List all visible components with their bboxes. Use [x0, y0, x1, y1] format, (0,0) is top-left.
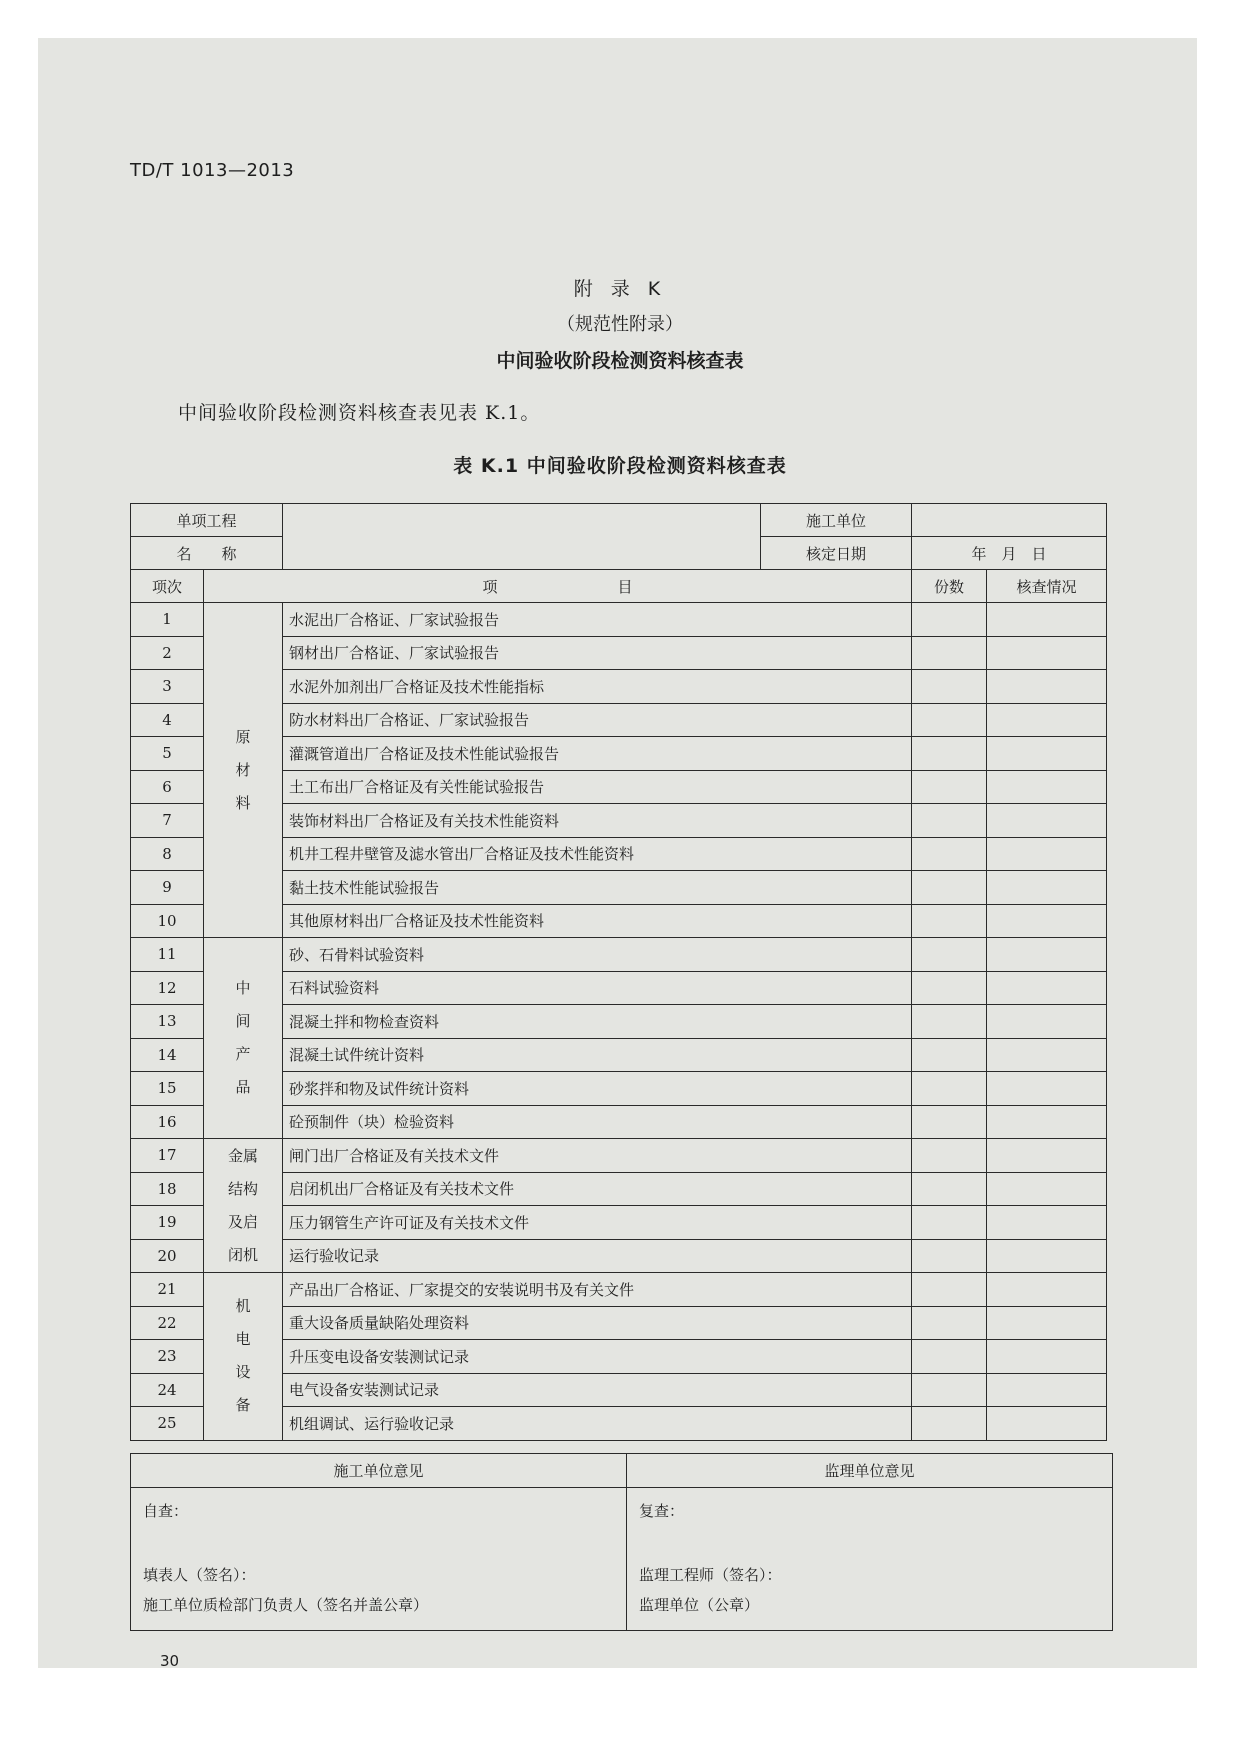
row-number: 18 [131, 1172, 204, 1206]
standard-code: TD/T 1013—2013 [130, 160, 295, 181]
inspection-table [130, 503, 1107, 1441]
project-name-label: 单项工程 [131, 504, 283, 537]
check-status-cell[interactable] [987, 1340, 1107, 1374]
category-label-text: 备 [235, 1396, 251, 1415]
category-label-text: 间 [235, 1012, 251, 1030]
appendix-title: 附 录 K [573, 278, 667, 300]
check-status-cell[interactable] [987, 1407, 1107, 1441]
form-filler-label: 填表人（签名）： [143, 1566, 256, 1584]
table-row [131, 1139, 1107, 1173]
copies-cell[interactable] [912, 1105, 987, 1139]
item-description: 防水材料出厂合格证、厂家试验报告 [283, 703, 912, 737]
row-number: 5 [131, 737, 204, 771]
copies-cell[interactable] [912, 1407, 987, 1441]
row-number: 14 [131, 1038, 204, 1072]
item-description: 土工布出厂合格证及有关性能试验报告 [283, 770, 912, 804]
item-description: 砂浆拌和物及试件统计资料 [283, 1072, 912, 1106]
row-number: 1 [131, 603, 204, 637]
item-description: 产品出厂合格证、厂家提交的安装说明书及有关文件 [283, 1273, 912, 1307]
appendix-name: 中间验收阶段检测资料核查表 [496, 350, 744, 372]
category-label-text: 原 [235, 727, 251, 746]
item-description: 砂、石骨料试验资料 [283, 938, 912, 972]
item-description: 闸门出厂合格证及有关技术文件 [283, 1139, 912, 1173]
supervisor-engineer-label: 监理工程师（签名）： [639, 1566, 782, 1584]
category-label [204, 1139, 283, 1273]
col-item-header: 项 目 [204, 570, 912, 603]
check-status-cell[interactable] [987, 1172, 1107, 1206]
copies-cell[interactable] [912, 737, 987, 771]
row-number: 25 [131, 1407, 204, 1441]
item-description: 钢材出厂合格证、厂家试验报告 [283, 636, 912, 670]
item-description: 装饰材料出厂合格证及有关技术性能资料 [283, 804, 912, 838]
row-number: 12 [131, 971, 204, 1005]
item-description: 混凝土拌和物检查资料 [283, 1005, 912, 1039]
row-number: 3 [131, 670, 204, 704]
copies-cell[interactable] [912, 871, 987, 905]
item-description: 电气设备安装测试记录 [283, 1373, 912, 1407]
item-description: 黏土技术性能试验报告 [283, 871, 912, 905]
row-number: 6 [131, 770, 204, 804]
item-description: 机组调试、运行验收记录 [283, 1407, 912, 1441]
check-status-cell[interactable] [987, 1373, 1107, 1407]
contractor-opinion-box[interactable] [131, 1488, 627, 1631]
check-status-cell[interactable] [987, 770, 1107, 804]
category-label-text: 产 [235, 1045, 251, 1063]
check-status-cell[interactable] [987, 737, 1107, 771]
item-description: 升压变电设备安装测试记录 [283, 1340, 912, 1374]
contractor-field[interactable] [912, 504, 1107, 537]
check-status-cell[interactable] [987, 1206, 1107, 1240]
category-label [204, 1273, 283, 1441]
copies-cell[interactable] [912, 938, 987, 972]
check-status-cell[interactable] [987, 904, 1107, 938]
check-status-cell[interactable] [987, 871, 1107, 905]
row-number: 8 [131, 837, 204, 871]
intro-text: 中间验收阶段检测资料核查表见表 K.1。 [178, 402, 541, 424]
check-status-cell[interactable] [987, 1139, 1107, 1173]
item-description: 砼预制件（块）检验资料 [283, 1105, 912, 1139]
supervisor-opinion-box[interactable] [627, 1488, 1113, 1631]
check-status-cell[interactable] [987, 837, 1107, 871]
contractor-opinion-title: 施工单位意见 [131, 1454, 627, 1488]
row-number: 11 [131, 938, 204, 972]
category-label-text: 金属 [228, 1146, 259, 1165]
category-label-text: 及启 [228, 1212, 259, 1231]
item-description: 灌溉管道出厂合格证及技术性能试验报告 [283, 737, 912, 771]
date-label: 核定日期 [761, 537, 912, 570]
table-row [131, 603, 1107, 637]
copies-cell[interactable] [912, 603, 987, 637]
col-check-header: 核查情况 [987, 570, 1107, 603]
project-name-field[interactable] [283, 504, 761, 570]
row-number: 15 [131, 1072, 204, 1106]
row-number: 19 [131, 1206, 204, 1240]
contractor-label: 施工单位 [761, 504, 912, 537]
check-status-cell[interactable] [987, 636, 1107, 670]
copies-cell[interactable] [912, 636, 987, 670]
self-check-label: 自查： [143, 1502, 189, 1520]
copies-cell[interactable] [912, 1038, 987, 1072]
copies-cell[interactable] [912, 1005, 987, 1039]
category-label-text: 材 [235, 760, 251, 779]
category-label-text: 设 [235, 1363, 251, 1382]
check-status-cell[interactable] [987, 1005, 1107, 1039]
table-caption: 表 K.1 中间验收阶段检测资料核查表 [453, 455, 787, 477]
item-description: 其他原材料出厂合格证及技术性能资料 [283, 904, 912, 938]
col-no-header: 项次 [131, 570, 204, 603]
item-description: 机井工程井壁管及滤水管出厂合格证及技术性能资料 [283, 837, 912, 871]
supervisor-unit-label: 监理单位（公章） [639, 1596, 760, 1614]
date-field[interactable]: 年 月 日 [912, 537, 1107, 570]
copies-cell[interactable] [912, 1239, 987, 1273]
copies-cell[interactable] [912, 1373, 987, 1407]
quality-head-label: 施工单位质检部门负责人（签名并盖公章） [143, 1596, 429, 1614]
category-label [204, 938, 283, 1139]
category-label-text: 结构 [228, 1179, 259, 1198]
row-number: 2 [131, 636, 204, 670]
copies-cell[interactable] [912, 670, 987, 704]
category-label [204, 603, 283, 938]
item-description: 水泥出厂合格证、厂家试验报告 [283, 603, 912, 637]
check-status-cell[interactable] [987, 603, 1107, 637]
category-label-text: 电 [235, 1330, 251, 1349]
check-status-cell[interactable] [987, 1239, 1107, 1273]
row-number: 9 [131, 871, 204, 905]
check-status-cell[interactable] [987, 971, 1107, 1005]
copies-cell[interactable] [912, 1206, 987, 1240]
copies-cell[interactable] [912, 1306, 987, 1340]
check-status-cell[interactable] [987, 1072, 1107, 1106]
row-number: 7 [131, 804, 204, 838]
copies-cell[interactable] [912, 1072, 987, 1106]
copies-cell[interactable] [912, 804, 987, 838]
row-number: 23 [131, 1340, 204, 1374]
check-status-cell[interactable] [987, 938, 1107, 972]
check-status-cell[interactable] [987, 804, 1107, 838]
copies-cell[interactable] [912, 1172, 987, 1206]
copies-cell[interactable] [912, 703, 987, 737]
opinion-table [130, 1453, 1113, 1631]
check-status-cell[interactable] [987, 1038, 1107, 1072]
col-copies-header: 份数 [912, 570, 987, 603]
row-number: 16 [131, 1105, 204, 1139]
copies-cell[interactable] [912, 971, 987, 1005]
copies-cell[interactable] [912, 1340, 987, 1374]
recheck-label: 复查： [639, 1502, 685, 1520]
supervisor-opinion-title: 监理单位意见 [627, 1454, 1113, 1488]
item-description: 石料试验资料 [283, 971, 912, 1005]
item-description: 运行验收记录 [283, 1239, 912, 1273]
check-status-cell[interactable] [987, 1306, 1107, 1340]
copies-cell[interactable] [912, 904, 987, 938]
item-description: 重大设备质量缺陷处理资料 [283, 1306, 912, 1340]
appendix-type: （规范性附录） [557, 314, 683, 335]
copies-cell[interactable] [912, 1273, 987, 1307]
item-description: 混凝土试件统计资料 [283, 1038, 912, 1072]
check-status-cell[interactable] [987, 1273, 1107, 1307]
row-number: 10 [131, 904, 204, 938]
row-number: 13 [131, 1005, 204, 1039]
copies-cell[interactable] [912, 837, 987, 871]
category-label-text: 机 [235, 1297, 251, 1316]
page-number: 30 [160, 1652, 180, 1670]
check-status-cell[interactable] [987, 670, 1107, 704]
row-number: 24 [131, 1373, 204, 1407]
table-row [131, 1273, 1107, 1307]
item-description: 水泥外加剂出厂合格证及技术性能指标 [283, 670, 912, 704]
copies-cell[interactable] [912, 1139, 987, 1173]
row-number: 21 [131, 1273, 204, 1307]
check-status-cell[interactable] [987, 703, 1107, 737]
table-row [131, 938, 1107, 972]
category-label-text: 料 [235, 793, 251, 812]
row-number: 20 [131, 1239, 204, 1273]
project-name-label-2: 名 称 [131, 537, 283, 570]
row-number: 17 [131, 1139, 204, 1173]
item-description: 压力钢管生产许可证及有关技术文件 [283, 1206, 912, 1240]
row-number: 4 [131, 703, 204, 737]
row-number: 22 [131, 1306, 204, 1340]
check-status-cell[interactable] [987, 1105, 1107, 1139]
copies-cell[interactable] [912, 770, 987, 804]
item-description: 启闭机出厂合格证及有关技术文件 [283, 1172, 912, 1206]
category-label-text: 品 [235, 1078, 251, 1096]
category-label-text: 中 [235, 979, 251, 997]
category-label-text: 闭机 [228, 1245, 259, 1264]
